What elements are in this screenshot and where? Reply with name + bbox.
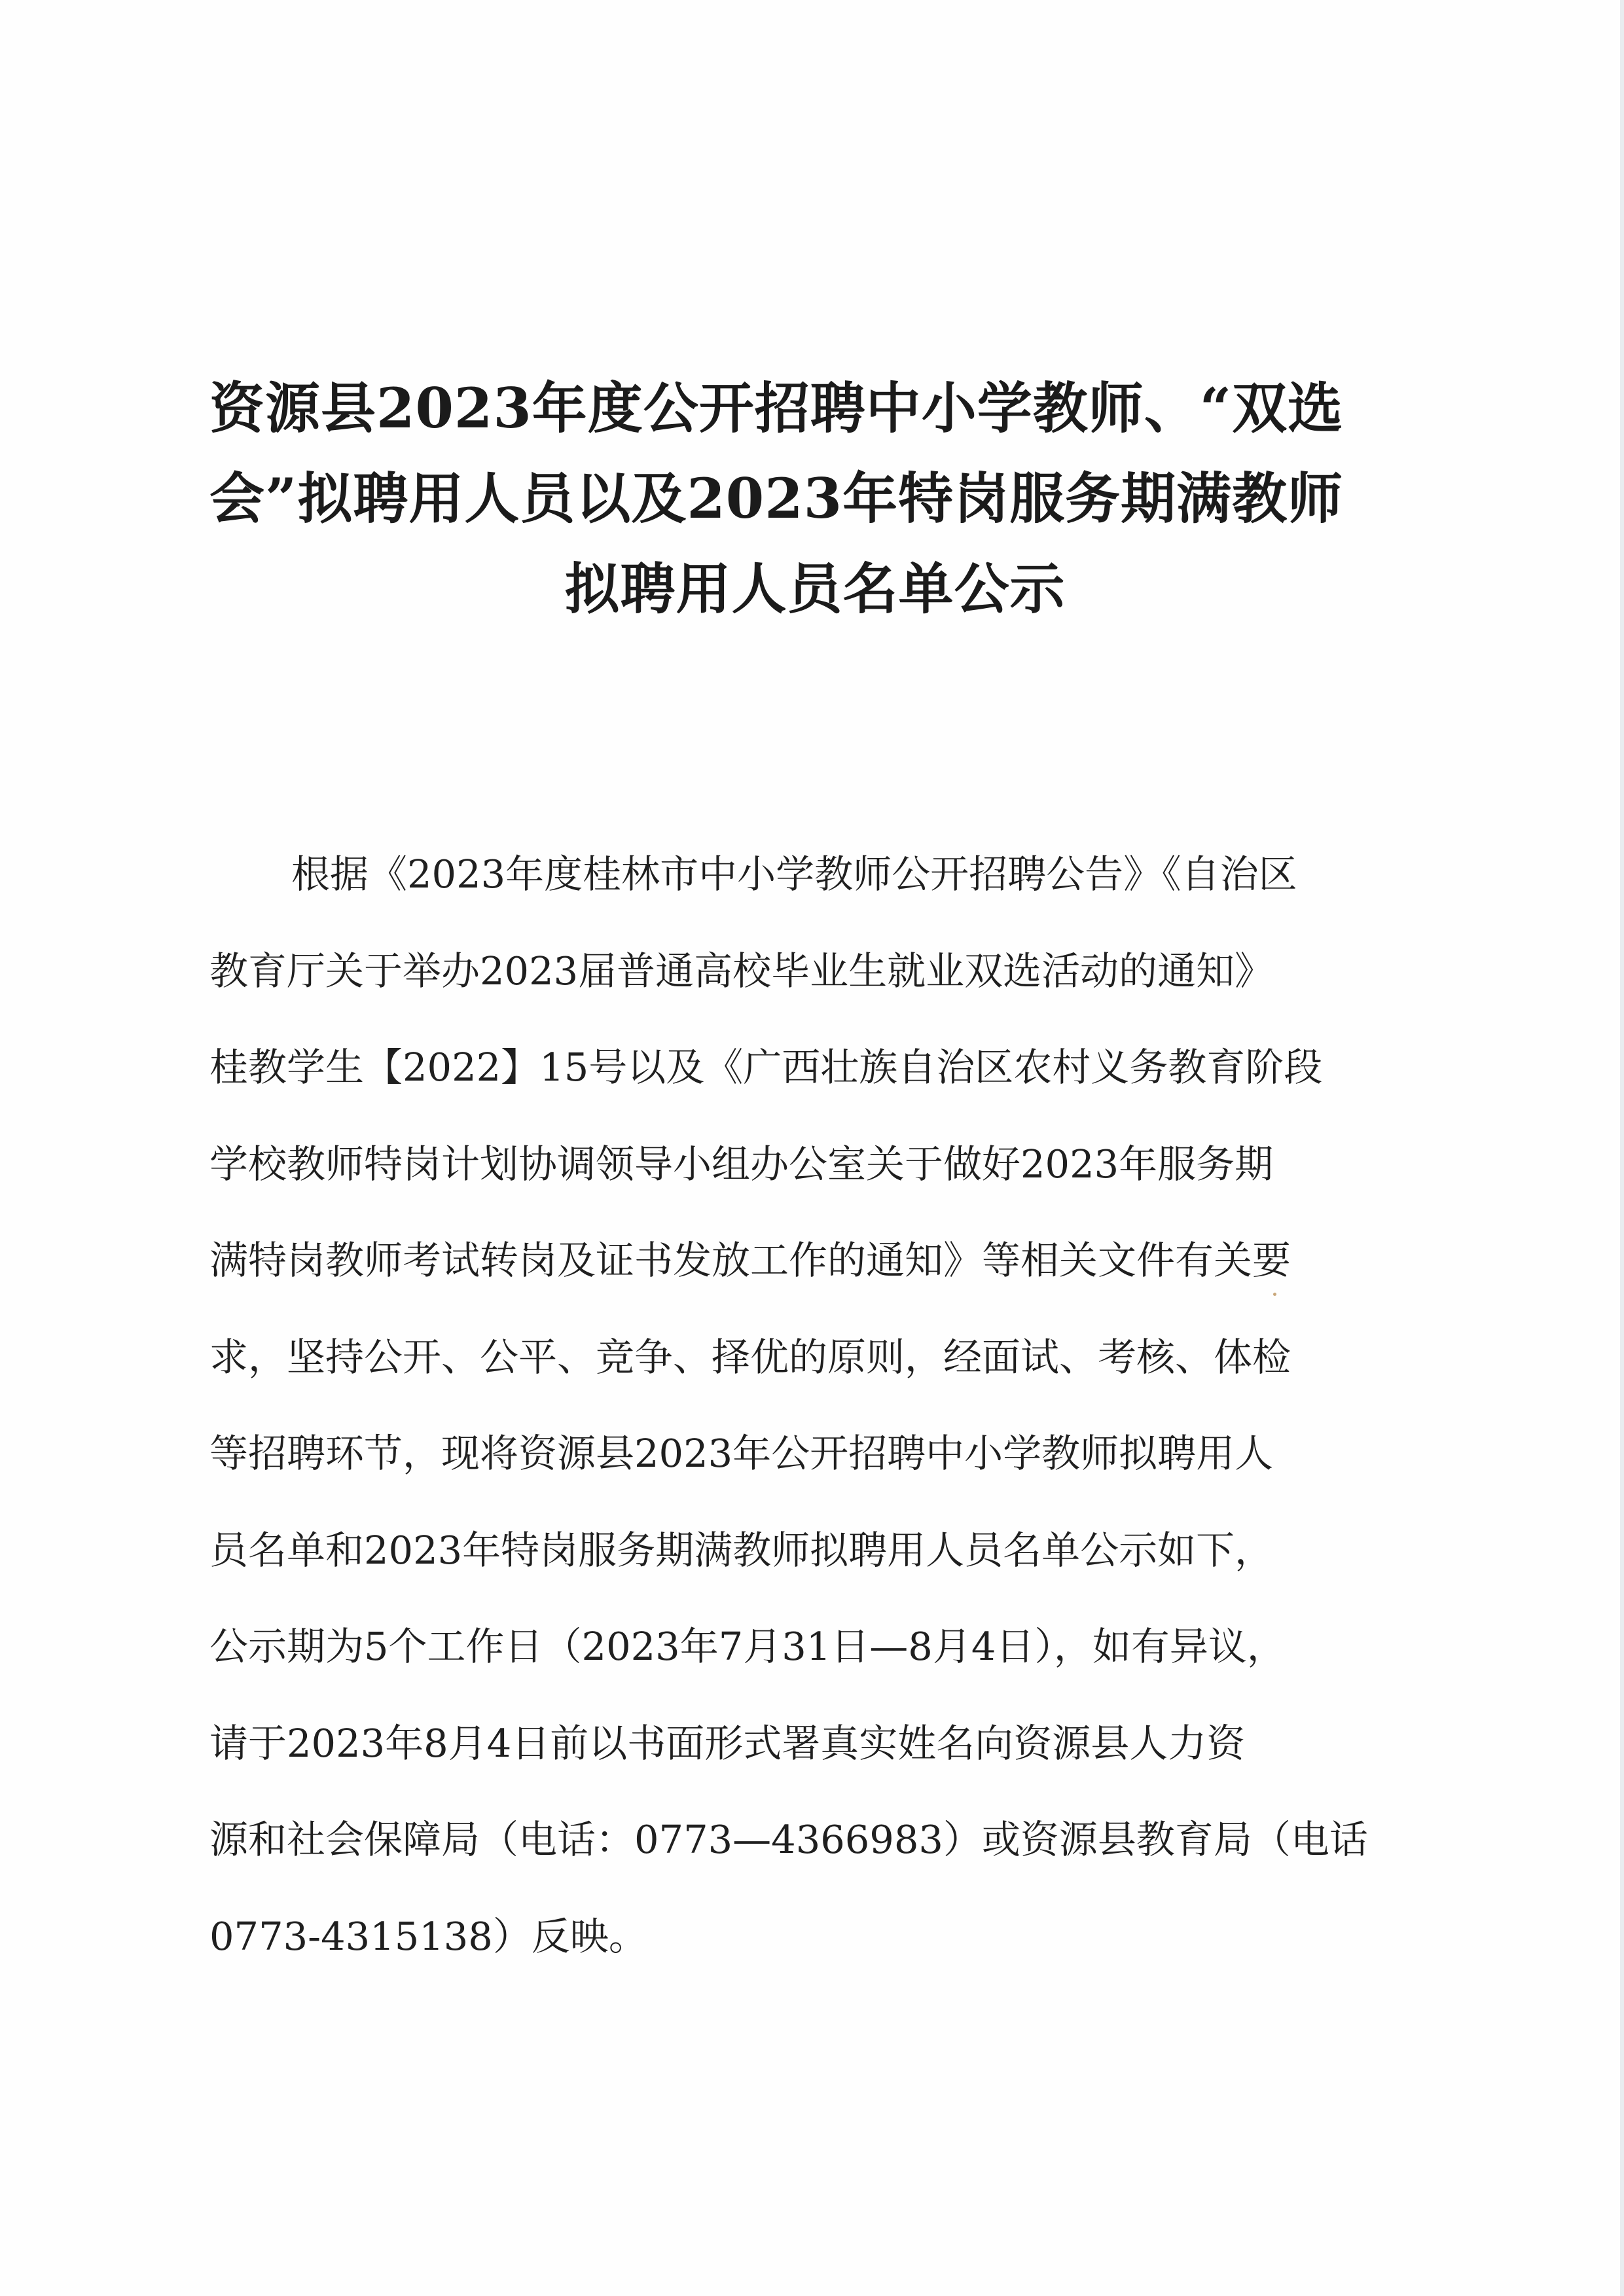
body-line-6: 求，坚持公开、公平、竞争、择优的原则，经面试、考核、体检	[209, 1334, 1291, 1380]
body-line-12: 0773-4315138）反映。	[209, 1913, 647, 1959]
title-line-1: 资源县2023年度公开招聘中小学教师、“双选	[209, 376, 1344, 440]
document-title	[209, 363, 1420, 634]
body-line-11: 源和社会保障局（电话：0773—4366983）或资源县教育局（电话	[209, 1817, 1368, 1862]
body-line-3: 桂教学生【2022】15号以及《广西壮族自治区农村义务教育阶段	[209, 1045, 1323, 1090]
title-line-2: 会”拟聘用人员以及2023年特岗服务期满教师	[209, 466, 1344, 531]
scan-edge	[1620, 0, 1624, 2296]
title-line-3: 拟聘用人员名单公示	[564, 556, 1066, 621]
body-line-9: 公示期为5个工作日（2023年7月31日—8月4日），如有异议，	[209, 1624, 1286, 1669]
notice-body	[209, 826, 1420, 1984]
scan-speck	[1273, 1293, 1276, 1296]
body-line-4: 学校教师特岗计划协调领导小组办公室关于做好2023年服务期	[209, 1141, 1274, 1187]
body-line-5: 满特岗教师考试转岗及证书发放工作的通知》等相关文件有关要	[209, 1238, 1291, 1283]
body-line-1: 根据《2023年度桂林市中小学教师公开招聘公告》《自治区	[291, 852, 1297, 897]
body-line-2: 教育厅关于举办2023届普通高校毕业生就业双选活动的通知》	[209, 948, 1274, 994]
body-line-7: 等招聘环节，现将资源县2023年公开招聘中小学教师拟聘用人	[209, 1431, 1274, 1476]
body-line-8: 员名单和2023年特岗服务期满教师拟聘用人员名单公示如下，	[209, 1527, 1274, 1573]
body-line-10: 请于2023年8月4日前以书面形式署真实姓名向资源县人力资	[209, 1720, 1246, 1766]
